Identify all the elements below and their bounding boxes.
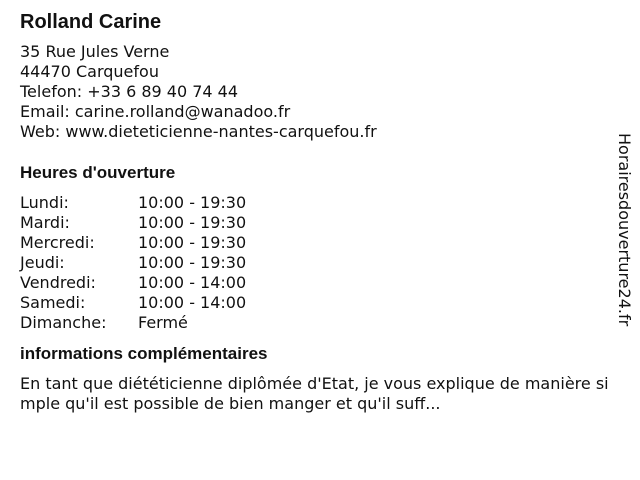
hours-time-friday: 10:00 - 14:00 xyxy=(138,273,247,292)
additional-info-text: En tant que diététicienne diplômée d'Etat, je vous explique de manière simple qu'il est possible de bien manger et qu'il suff... xyxy=(20,374,609,413)
hours-time-sunday: Fermé xyxy=(138,313,188,332)
hours-time-tuesday: 10:00 - 19:30 xyxy=(138,213,247,232)
hours-time-wednesday: 10:00 - 19:30 xyxy=(138,233,247,252)
hours-day-monday: Lundi: xyxy=(20,193,69,212)
hours-day-sunday: Dimanche: xyxy=(20,313,107,332)
website-link[interactable]: Web: www.dieteticienne-nantes-carquefou.fr xyxy=(20,122,377,141)
address-street: 35 Rue Jules Verne xyxy=(20,42,170,61)
opening-hours-table xyxy=(20,193,610,333)
hours-day-wednesday: Mercredi: xyxy=(20,233,95,252)
opening-hours-heading: Heures d'ouverture xyxy=(20,163,176,182)
site-watermark: Horairesdouverture24.fr xyxy=(615,133,634,327)
hours-day-friday: Vendredi: xyxy=(20,273,96,292)
hours-day-tuesday: Mardi: xyxy=(20,213,70,232)
hours-time-thursday: 10:00 - 19:30 xyxy=(138,253,247,272)
hours-day-thursday: Jeudi: xyxy=(20,253,65,272)
business-card xyxy=(20,10,610,414)
hours-time-monday: 10:00 - 19:30 xyxy=(138,193,247,212)
business-name: Rolland Carine xyxy=(20,11,162,33)
hours-time-saturday: 10:00 - 14:00 xyxy=(138,293,247,312)
additional-info-heading: informations complémentaires xyxy=(20,344,268,363)
hours-day-saturday: Samedi: xyxy=(20,293,86,312)
phone-number[interactable]: Telefon: +33 6 89 40 74 44 xyxy=(20,82,239,101)
address-city: 44470 Carquefou xyxy=(20,62,159,81)
email-address[interactable]: Email: carine.rolland@wanadoo.fr xyxy=(20,102,291,121)
